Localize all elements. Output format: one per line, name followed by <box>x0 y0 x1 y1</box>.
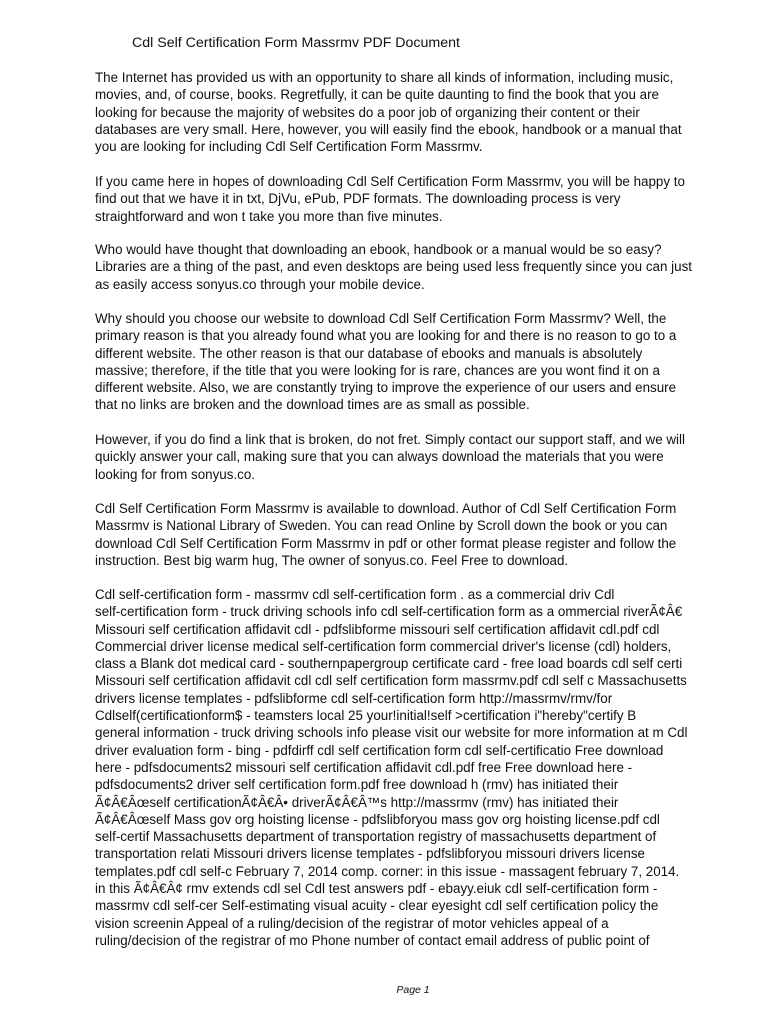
text-line: However, if you do find a link that is broken, do not fret. Simply contact our support staff, and we will <box>95 432 685 447</box>
text-line: databases are very small. Here, however, you will easily find the ebook, handbook or a manual that <box>95 121 682 137</box>
text-line: templates.pdf cdl self-c February 7, 2014 comp. corner: in this issue - massagent february 7, 2014. <box>95 863 680 879</box>
paragraph-intro <box>95 69 745 155</box>
paragraph-why-choose <box>95 310 745 414</box>
text-line: Who would have thought that downloading an ebook, handbook or a manual would be so easy? <box>95 242 662 257</box>
text-line: Libraries are a thing of the past, and even desktops are being used less frequently since you can just <box>95 259 692 275</box>
text-line: as easily access sonyus.co through your mobile device. <box>95 276 425 292</box>
text-line: Cdl self-certification form - massrmv cdl self-certification form . as a commercial driv Cdl <box>95 587 615 602</box>
text-line: download Cdl Self Certification Form Massrmv in pdf or other format please register and follow the <box>95 535 677 551</box>
document-title: Cdl Self Certification Form Massrmv PDF Document <box>132 35 460 51</box>
text-line: looking for from sonyus.co. <box>95 466 256 482</box>
text-line: transportation relati Missouri drivers license templates - pdfslibforyou missouri drivers license <box>95 846 645 862</box>
text-line: find out that we have it in txt, DjVu, ePub, PDF formats. The downloading process is very <box>95 191 621 207</box>
text-line: looking for because the majority of websites do a poor job of organizing their content or their <box>95 104 640 120</box>
text-line: self-certification form - truck driving schools info cdl self-certification form as a ommercial riverÃ¢Â€ <box>95 604 683 620</box>
text-line: massive; therefore, if the title that you were looking for is rare, chances are you wont find it on a <box>95 362 660 378</box>
text-line: If you came here in hopes of downloading Cdl Self Certification Form Massrmv, you will be happy to <box>95 174 685 189</box>
text-line: Ã¢Â€Âœself certificationÃ¢Â€Â• driverÃ¢Â€Â™s http://massrmv (rmv) has initiated their <box>95 794 619 810</box>
text-line: that no links are broken and the download times are as small as possible. <box>95 397 530 413</box>
text-line: Commercial driver license medical self-certification form commercial driver's license (cdl) holders, <box>95 638 672 654</box>
text-line: Missouri self certification affidavit cdl cdl self certification form massrmv.pdf cdl self c Massachusetts <box>95 673 687 689</box>
paragraph-libraries <box>95 241 745 293</box>
text-line: Missouri self certification affidavit cdl - pdfslibforme missouri self certification affidavit cdl.pdf cdl <box>95 621 660 637</box>
text-line: you are looking for including Cdl Self Certification Form Massrmv. <box>95 139 483 155</box>
text-line: general information - truck driving schools info please visit our website for more information at m Cdl <box>95 725 688 741</box>
text-line: different website. Also, we are constantly trying to improve the experience of our users and ensure <box>95 380 677 396</box>
text-line: vision screenin Appeal of a ruling/decision of the registrar of motor vehicles appeal of a <box>95 915 609 931</box>
text-line: in this Ã¢Â€Â¢ rmv extends cdl sel Cdl test answers pdf - ebayy.eiuk cdl self-certification form - <box>95 881 658 897</box>
text-line: Cdl Self Certification Form Massrmv is available to download. Author of Cdl Self Certification Form <box>95 501 677 516</box>
text-line: Ã¢Â€Âœself Mass gov org hoisting license - pdfslibforyou mass gov org hoisting license.pdf cdl <box>95 811 660 827</box>
text-line: instruction. Best big warm hug, The owner of sonyus.co. Feel Free to download. <box>95 552 569 568</box>
text-line: The Internet has provided us with an opportunity to share all kinds of information, including music, <box>95 70 674 85</box>
text-line: different website. The other reason is that our database of ebooks and manuals is absolutely <box>95 345 643 361</box>
paragraph-formats <box>95 173 745 225</box>
paragraph-related-results <box>95 586 745 949</box>
text-line: self-certif Massachusetts department of transportation registry of massachusetts department of <box>95 829 657 845</box>
text-line: massrmv cdl self-cer Self-estimating visual acuity - clear eyesight cdl self certification policy the <box>95 898 659 914</box>
text-line: driver evaluation form - bing - pdfdirff cdl self certification form cdl self-certificatio Free download <box>95 742 664 758</box>
text-line: class a Blank dot medical card - southernpapergroup certificate card - free load boards cdl self certi <box>95 656 683 672</box>
text-line: Massrmv is National Library of Sweden. You can read Online by Scroll down the book or you can <box>95 518 668 534</box>
text-line: ruling/decision of the registrar of mo Phone number of contact email address of public point of <box>95 932 650 948</box>
paragraph-broken-links <box>95 431 745 483</box>
text-line: drivers license templates - pdfslibforme cdl self-certification form http://massrmv/rmv/for <box>95 690 613 706</box>
text-line: here - pdfsdocuments2 missouri self certification affidavit cdl.pdf free Free download here - <box>95 759 633 775</box>
text-line: movies, and, of course, books. Regretfully, it can be quite daunting to find the book that you are <box>95 87 659 103</box>
text-line: Cdlself(certificationform$ - teamsters local 25 your!initial!self >certification i"hereby"certify B <box>95 708 637 724</box>
text-line: Why should you choose our website to download Cdl Self Certification Form Massrmv? Well, the <box>95 311 667 326</box>
text-line: pdfsdocuments2 driver self certification form.pdf free download h (rmv) has initiated their <box>95 777 619 793</box>
page-number: Page 1 <box>396 984 430 996</box>
text-line: straightforward and won t take you more than five minutes. <box>95 208 443 224</box>
text-line: quickly answer your call, making sure that you can always download the materials that you were <box>95 449 664 465</box>
text-line: primary reason is that you already found what you are looking for and there is no reason to go to a <box>95 328 677 344</box>
paragraph-availability <box>95 500 745 569</box>
